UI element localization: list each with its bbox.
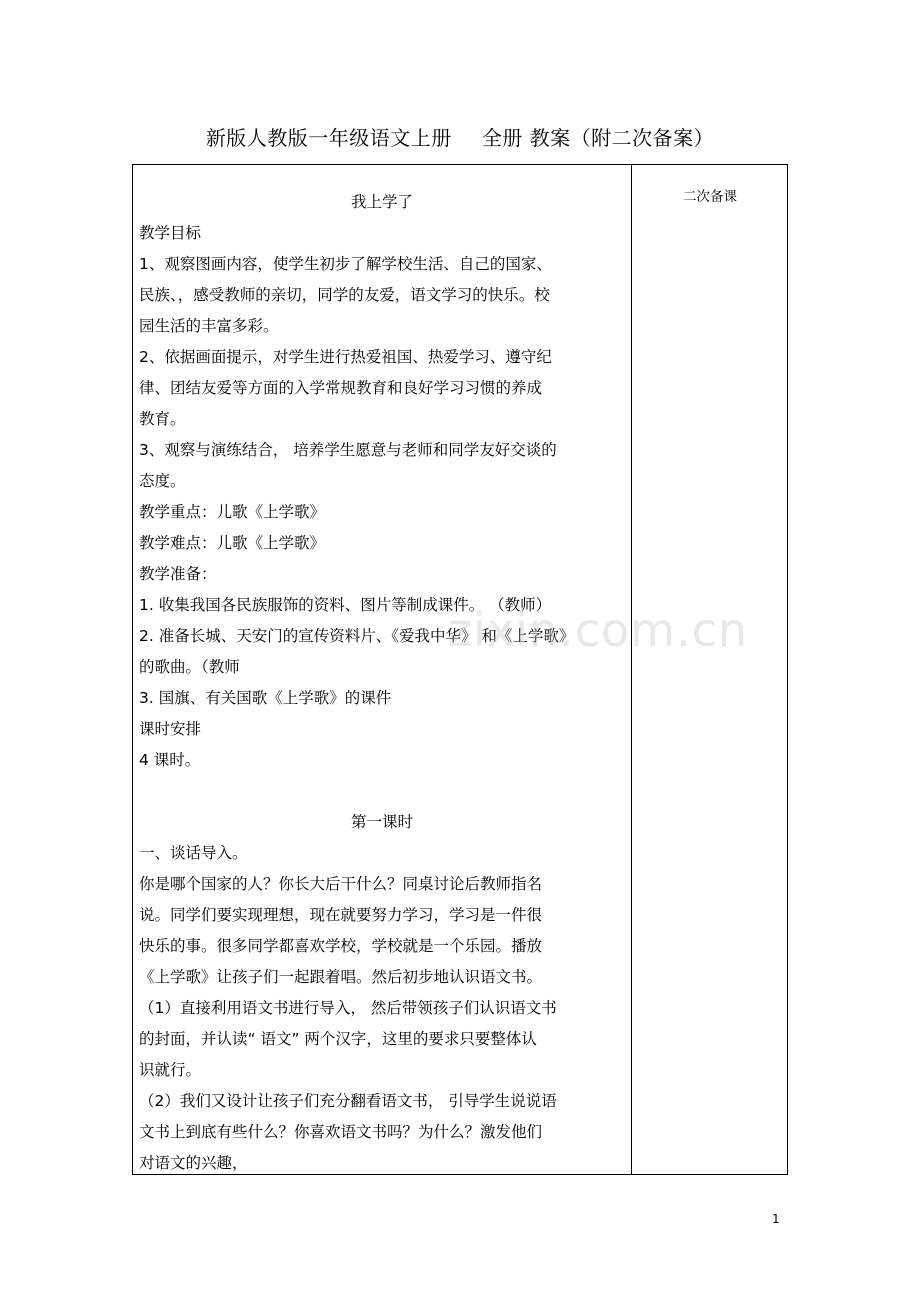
- content-line: 律、团结友爱等方面的入学常规教育和良好学习习惯的养成: [139, 379, 543, 397]
- content-line: 教学目标: [139, 224, 202, 242]
- content-line: 1. 收集我国各民族服饰的资料、图片等制成课件。 （教师）: [139, 596, 552, 614]
- content-line: 课时安排: [139, 720, 202, 738]
- document-title: [0, 122, 920, 154]
- content-line: （2）我们又设计让孩子们充分翻看语文书， 引导学生说说语: [139, 1092, 557, 1110]
- content-line: 3. 国旗、有关国歌《上学歌》的课件: [139, 689, 392, 707]
- content-line: 《上学歌》让孩子们一起跟着唱。然后初步地认识语文书。: [139, 968, 543, 986]
- secondary-prep-header: 二次备课: [683, 189, 737, 205]
- content-line: 园生活的丰富多彩。: [139, 317, 279, 335]
- content-line: 1、观察图画内容，使学生初步了解学校生活、自己的国家、: [139, 255, 552, 273]
- document-title-sub: 全册 教案（附二次备案）: [481, 126, 715, 150]
- content-line: 文书上到底有些什么？你喜欢语文书吗？为什么？激发他们: [139, 1123, 543, 1141]
- content-line: 教学重点：儿歌《上学歌》: [139, 503, 326, 521]
- page-number: 1: [772, 1212, 780, 1226]
- content-line: 快乐的事。很多同学都喜欢学校，学校就是一个乐园。播放: [139, 937, 543, 955]
- secondary-prep-column: [632, 185, 788, 209]
- content-line: （1）直接利用语文书进行导入， 然后带领孩子们认识语文书: [139, 999, 557, 1017]
- content-line: 态度。: [139, 472, 186, 490]
- content-line: 2、依据画面提示，对学生进行热爱祖国、热爱学习、遵守纪: [139, 348, 552, 366]
- watermark-text: zixin.com.cn: [448, 603, 749, 657]
- content-line: 的歌曲。（教师: [139, 658, 240, 676]
- lesson-content-column: [139, 187, 625, 1179]
- content-line: 对语文的兴趣，: [139, 1154, 248, 1172]
- content-line: 教学准备：: [139, 565, 217, 583]
- content-line: 说。同学们要实现理想，现在就要努力学习，学习是一件很: [139, 906, 543, 924]
- document-title-main: 新版人教版一年级语文上册: [205, 126, 452, 150]
- content-line: 你是哪个国家的人？你长大后干什么？同桌讨论后教师指名: [139, 875, 543, 893]
- content-line: 一、谈话导入。: [139, 844, 248, 862]
- content-line: 3、观察与演练结合， 培养学生愿意与老师和同学友好交谈的: [139, 441, 557, 459]
- content-line: 4 课时。: [139, 751, 201, 769]
- content-line: 2. 准备长城、天安门的宣传资料片、《爱我中华》 和《上学歌》: [139, 627, 575, 645]
- content-line: [139, 776, 625, 807]
- content-line: 民族、，感受教师的亲切，同学的友爱，语文学习的快乐。校: [139, 286, 550, 304]
- section-heading: 第一课时: [350, 813, 413, 831]
- content-line: 识就行。: [139, 1061, 202, 1079]
- content-line: 的封面，并认读“ 语文” 两个汉字，这里的要求只要整体认: [139, 1030, 537, 1048]
- content-line: 教育。: [139, 410, 186, 428]
- section-heading: 我上学了: [350, 193, 413, 211]
- column-divider: [631, 164, 632, 1175]
- content-line: 教学难点：儿歌《上学歌》: [139, 534, 326, 552]
